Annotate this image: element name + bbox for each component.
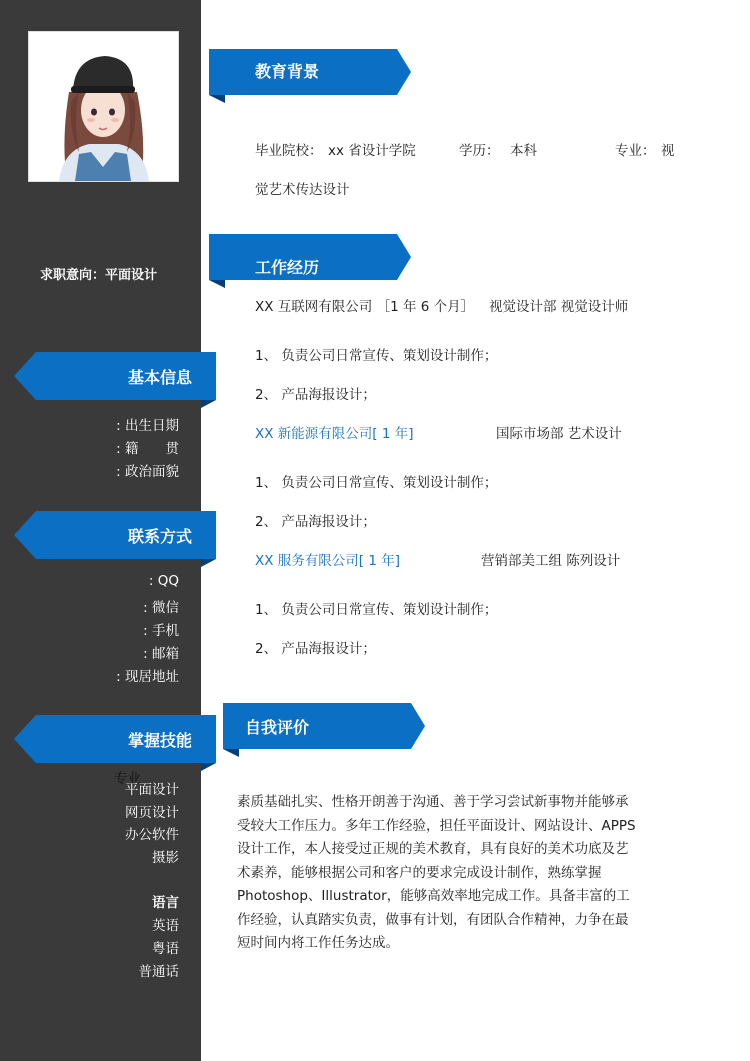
self-eval-line: 作经验，认真踏实负责，做事有计划，有团队合作精神，力争在最	[237, 911, 629, 928]
company-name: XX 服务有限公司[ 1 年]	[255, 553, 400, 569]
skill-item: 平面设计	[125, 782, 179, 798]
address-label: : 现居地址	[116, 669, 179, 685]
political-status-label: : 政治面貌	[116, 464, 179, 480]
email-label: : 邮箱	[143, 646, 179, 662]
skills-tab	[14, 715, 216, 763]
birth-date-label: : 出生日期	[116, 418, 179, 434]
education-header	[209, 49, 411, 103]
self-eval-line: 素质基础扎实、性格开朗善于沟通、善于学习尝试新事物并能够承	[237, 794, 629, 810]
duty-item: 2、 产品海报设计；	[255, 387, 376, 403]
duty-item: 1、 负责公司日常宣传、策划设计制作；	[255, 348, 498, 364]
language-item: 英语	[152, 918, 179, 934]
job-intent: 求职意向：平面设计	[40, 268, 158, 283]
degree-value: 本科	[510, 143, 537, 159]
duty-item: 2、 产品海报设计；	[255, 641, 376, 657]
profile-photo	[28, 31, 179, 182]
hometown-label: : 籍 贯	[116, 441, 179, 457]
basic-info-tab	[14, 352, 216, 400]
skills-title: 掌握技能	[127, 731, 192, 750]
work-header	[209, 234, 411, 288]
major-value-part1: 视	[661, 143, 675, 159]
duty-item: 2、 产品海报设计；	[255, 514, 376, 530]
company-name: XX 互联网有限公司 ［1 年 6 个月］	[255, 299, 475, 315]
job-dept: 视觉设计部 视觉设计师	[489, 299, 629, 315]
self-eval-line: Photoshop、Illustrator，能够高效率地完成工作。具备丰富的工	[237, 888, 630, 904]
language-item: 普通话	[138, 964, 179, 980]
job-dept: 营销部美工组 陈列设计	[481, 553, 621, 569]
skill-item: 网页设计	[125, 805, 179, 821]
self-eval-paragraph	[237, 791, 642, 956]
duty-item: 1、 负责公司日常宣传、策划设计制作；	[255, 475, 498, 491]
wechat-label: : 微信	[143, 600, 179, 616]
self-eval-line: 受较大工作压力。多年工作经验，担任平面设计、网站设计、APPS	[237, 817, 636, 834]
phone-label: : 手机	[143, 623, 179, 639]
duty-item: 1、 负责公司日常宣传、策划设计制作；	[255, 602, 498, 618]
self-eval-line: 设计工作，本人接受过正规的美术教育，具有良好的美术功底及艺	[237, 841, 629, 857]
skills-label: 专业	[114, 771, 141, 787]
self-eval-line: 术素养，能够根据公司和客户的要求完成设计制作，熟练掌握	[237, 864, 602, 881]
self-eval-line: 短时间内将工作任务达成。	[237, 935, 399, 951]
degree-label: 学历：	[459, 143, 500, 159]
skill-item: 办公软件	[125, 827, 179, 843]
major-label: 专业：	[615, 143, 656, 159]
self-eval-title: 自我评价	[245, 718, 310, 737]
qq-label: : QQ	[148, 573, 179, 589]
contact-title: 联系方式	[127, 527, 192, 546]
major-value-part2: 觉艺术传达设计	[255, 182, 350, 198]
job-dept: 国际市场部 艺术设计	[496, 426, 622, 442]
basic-info-title: 基本信息	[127, 368, 192, 387]
language-item: 粤语	[152, 941, 179, 957]
language-title: 语言	[152, 895, 179, 911]
self-eval-header	[223, 703, 425, 757]
school-name: xx 省设计学院	[328, 143, 416, 159]
company-name: XX 新能源有限公司[ 1 年]	[255, 426, 414, 442]
work-title: 工作经历	[255, 258, 320, 277]
contact-tab	[14, 511, 216, 559]
skill-item: 摄影	[152, 850, 179, 866]
school-label: 毕业院校：	[255, 143, 323, 159]
education-title: 教育背景	[255, 62, 320, 81]
